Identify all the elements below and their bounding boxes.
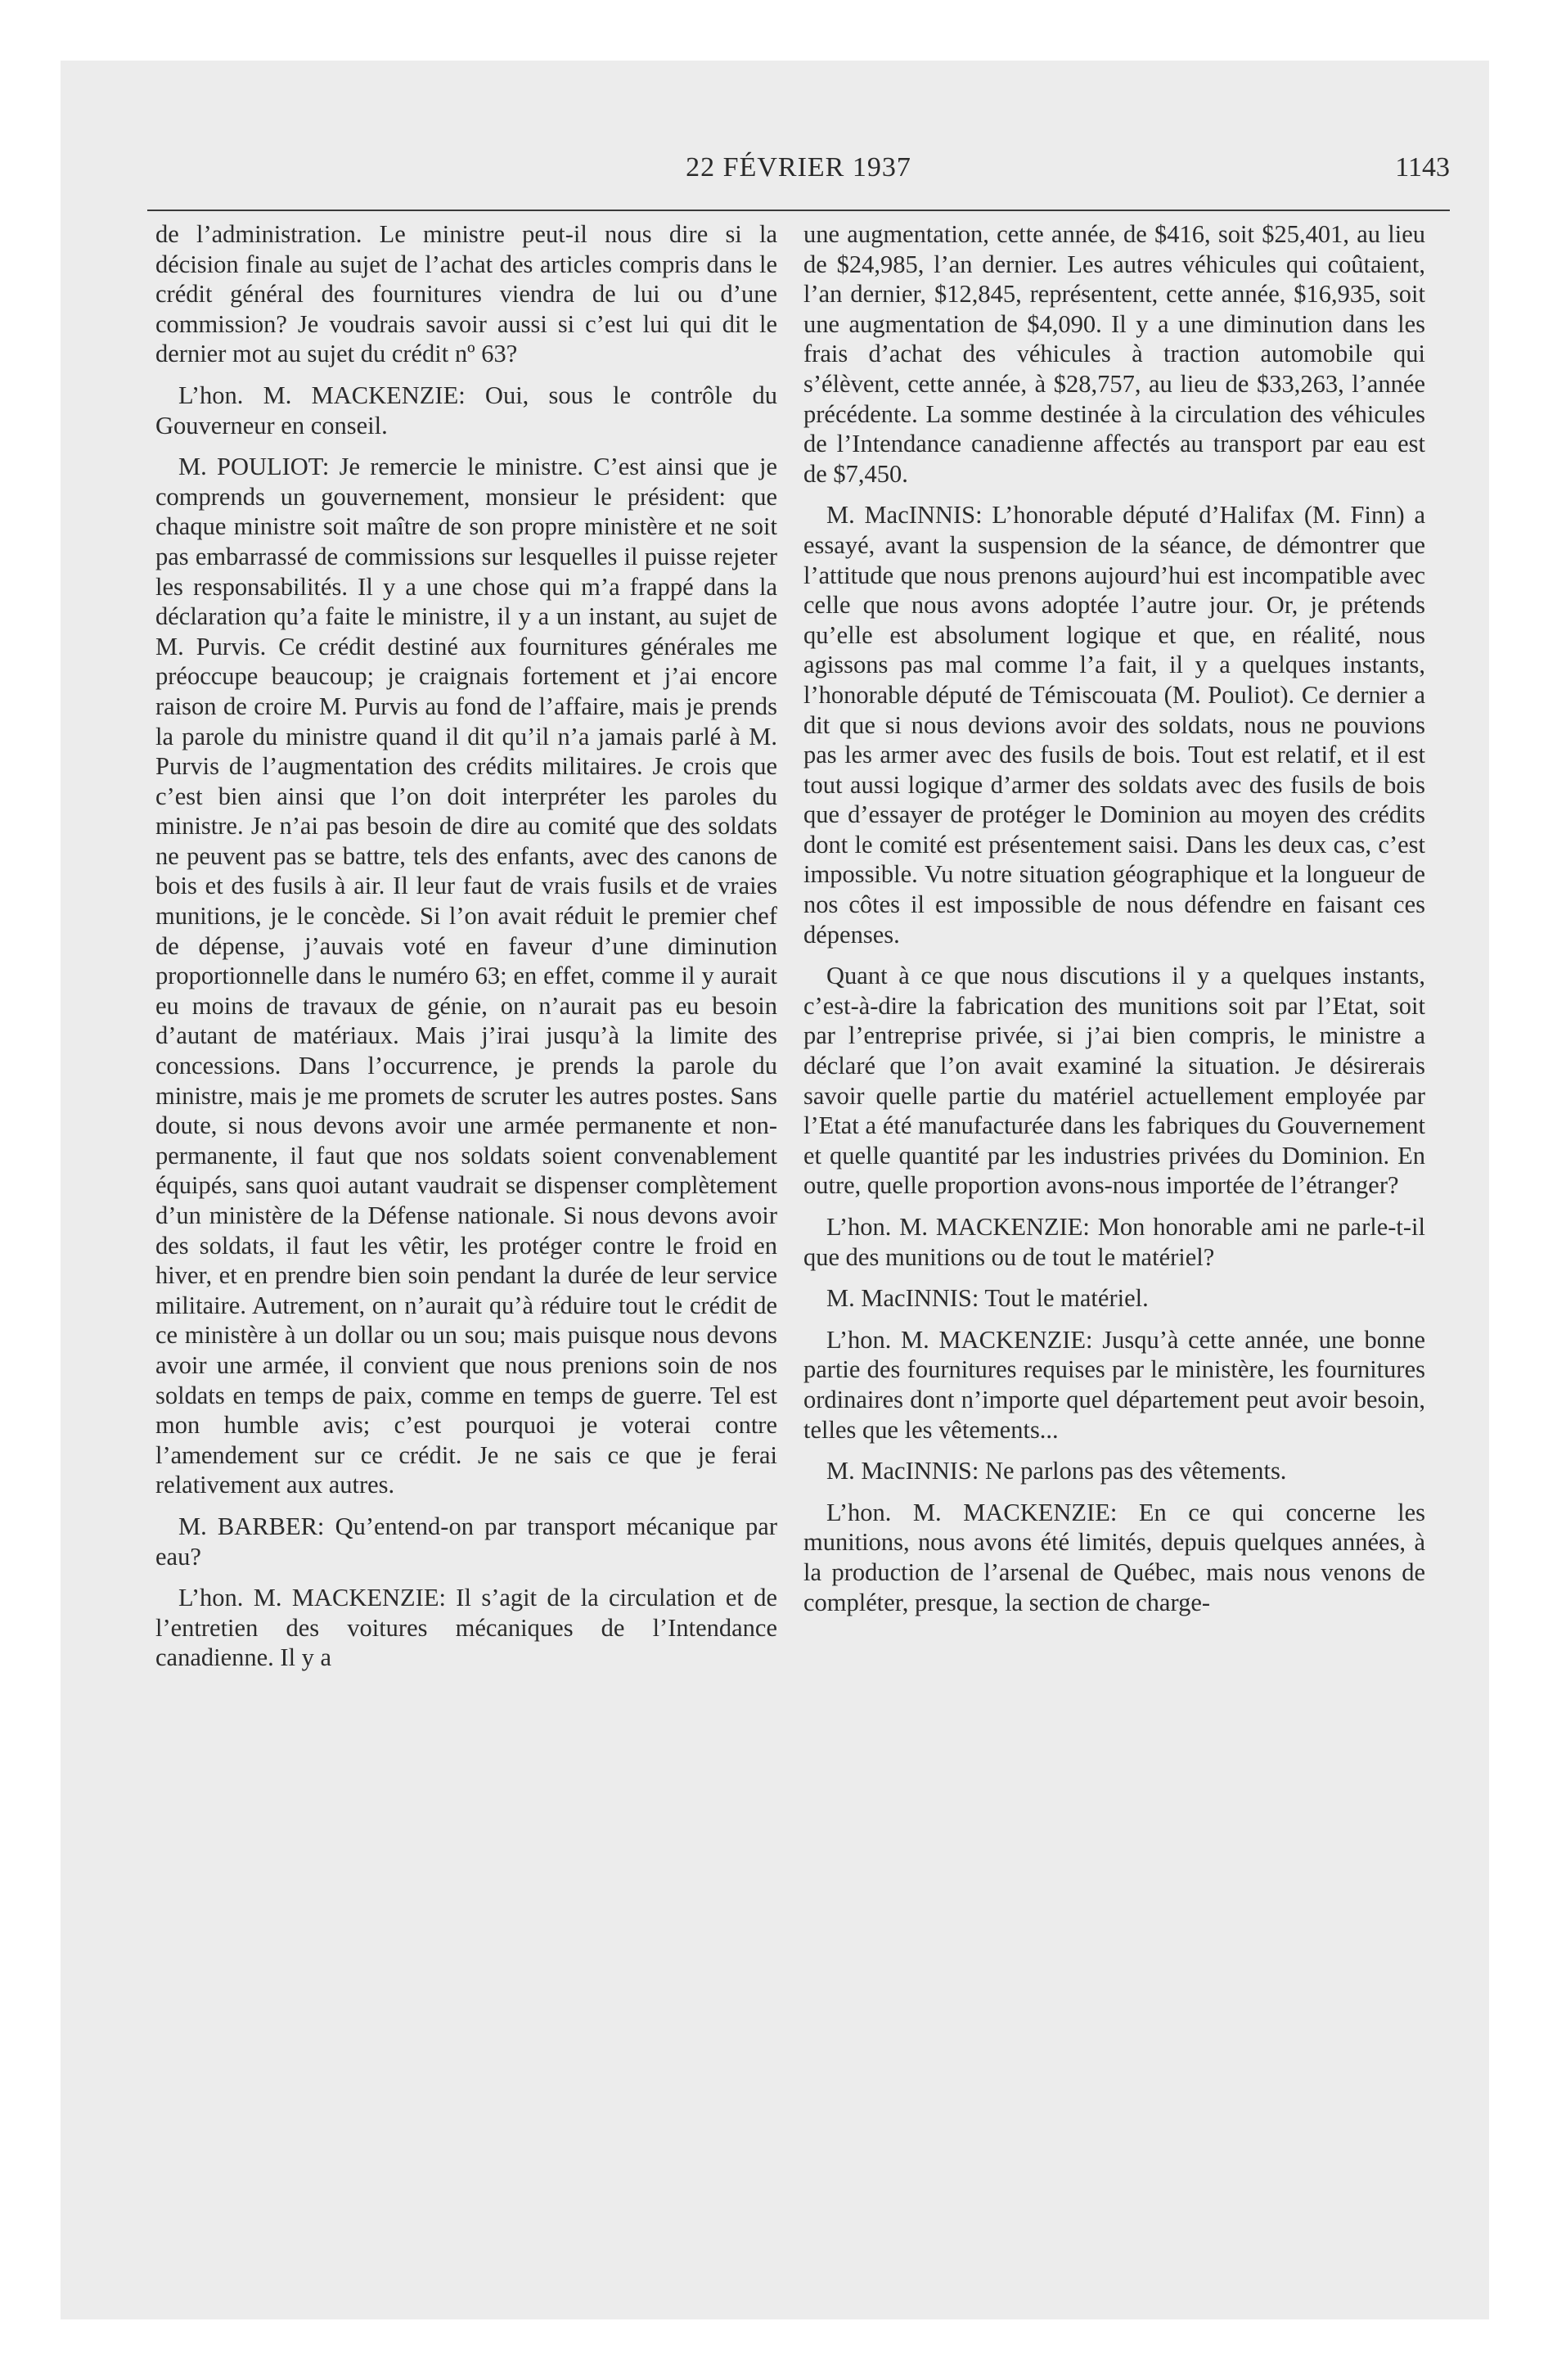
paragraph: une augmentation, cette année, de $416, soit $25,401, au lieu de $24,985, l’an dernier. Les autres véhicules qui coûtaient, l’an dernier, $12,845, représentent, cette année, $16,935, soit une augmentation de $4,090. Il y a une diminution dans les frais d’achat des véhicules à traction automobile qui s’élèvent, cette année, à $28,757, au lieu de $33,263, l’année précédente. La somme destinée à la circulation des véhicules de l’Intendance canadienne affectés au transport par eau est de $7,450. [803,220,1425,488]
paragraph: L’hon. M. MACKENZIE: Jusqu’à cette année, une bonne partie des fournitures requises par le ministère, les fournitures ordinaires dont n’importe quel département peut avoir besoin, telles que les vêtements... [803,1325,1425,1444]
paragraph: L’hon. M. MACKENZIE: En ce qui concerne les munitions, nous avons été limités, depuis quelques années, à la production de l’arsenal de Québec, mais nous venons de compléter, presque, la section de charge- [803,1498,1425,1616]
paragraph: Quant à ce que nous discutions il y a quelques instants, c’est-à-dire la fabrication des munitions soit par l’Etat, soit par l’entreprise privée, si j’ai bien compris, le ministre a déclaré que l’on avait examiné la situation. Je désirerais savoir quelle partie du matériel actuellement employée par l’Etat a été manufacturée dans les fabriques du Gouvernement et quelle quantité par les industries privées du Dominion. En outre, quelle proportion avons-nous importée de l’étranger? [803,962,1425,1200]
paragraph: L’hon. M. MACKENZIE: Mon honorable ami ne parle-t-il que des munitions ou de tout le matériel? [803,1213,1425,1271]
paragraph: M. BARBER: Qu’entend-on par transport mécanique par eau? [155,1512,777,1571]
paragraph: de l’administration. Le ministre peut-il nous dire si la décision finale au sujet de l’achat des articles compris dans le crédit général des fournitures viendra de lui ou d’une commission? Je voudrais savoir aussi si c’est lui qui dit le dernier mot au sujet du crédit nº 63? [155,220,777,368]
page-number: 1143 [1395,152,1450,183]
paragraph: M. MacINNIS: Tout le matériel. [826,1284,1149,1313]
left-column [155,219,777,2249]
paragraph: M. MacINNIS: Ne parlons pas des vêtements. [826,1457,1287,1485]
paragraph: L’hon. M. MACKENZIE: Il s’agit de la circulation et de l’entretien des voitures mécaniques de l’Intendance canadienne. Il y a [155,1584,777,1672]
paragraph: M. MacINNIS: L’honorable député d’Halifax (M. Finn) a essayé, avant la suspension de la séance, de démontrer que l’attitude que nous prenons aujourd’hui est incompatible avec celle que nous avons adoptée l’autre jour. Or, je prétends qu’elle est absolument logique et que, en réalité, nous agissons pas mal comme l’a fait, il y a quelques instants, l’honorable député de Témiscouata (M. Pouliot). Ce dernier a dit que si nous devions avoir des soldats, nous ne pouvions pas les armer avec des fusils de bois. Tout est relatif, et il est tout aussi logique d’armer des soldats avec des fusils de bois que d’essayer de protéger le Dominion au moyen des crédits dont le comité est présentement saisi. Dans les deux cas, c’est impossible. Vu notre situation géographique et la longueur de nos côtes il est impossible de nous défendre en faisant ces dépenses. [803,501,1425,949]
paragraph: M. POULIOT: Je remercie le ministre. C’est ainsi que je comprends un gouvernement, monsieur le président: que chaque ministre soit maître de son propre ministère et ne soit pas embarrassé de commissions sur lesquelles il puisse rejeter les responsabilités. Il y a une chose qui m’a frappé dans la déclaration qu’a faite le ministre, il y a un instant, au sujet de M. Purvis. Ce crédit destiné aux fournitures générales me préoccupe beaucoup; je craignais fortement et j’ai encore raison de croire M. Purvis au fond de l’affaire, mais je prends la parole du ministre quand il dit qu’il n’a jamais parlé à M. Purvis de l’augmentation des crédits militaires. Je crois que c’est bien ainsi que l’on doit interpréter les paroles du ministre. Je n’ai pas besoin de dire au comité que des soldats ne peuvent pas se battre, tels des enfants, avec des canons de bois et des fusils à air. Il leur faut de vrais fusils et de vraies munitions, je le concède. Si l’on avait réduit le premier chef de dépense, j’auvais voté en faveur d’une diminution proportionnelle dans le numéro 63; en effet, comme il y aurait eu moins de travaux de génie, on n’aurait pas eu besoin d’autant de matériaux. Mais j’irai jusqu’à la limite des concessions. Dans l’occurrence, je prends la parole du ministre, mais je me promets de scruter les autres postes. Sans doute, si nous devons avoir une armée permanente et non-permanente, il faut que nos soldats soient convenablement équipés, sans quoi autant vaudrait se dispenser complètement d’un ministère de la Défense nationale. Si nous devons avoir des soldats, il faut les vêtir, les protéger contre le froid en hiver, et en prendre bien soin pendant la durée de leur service militaire. Autrement, on n’aurait qu’à réduire tout le crédit de ce ministère à un dollar ou un sou; mais puisque nous devons avoir une armée, il convient que nous prenions soin de nos soldats en temps de paix, comme en temps de guerre. Tel est mon humble avis; c’est pourquoi je voterai contre l’amendement sur ce crédit. Je ne sais ce que je ferai relativement aux autres. [155,453,777,1499]
right-column [803,219,1425,2249]
header-date: 22 FÉVRIER 1937 [686,152,911,183]
paragraph: L’hon. M. MACKENZIE: Oui, sous le contrôle du Gouverneur en conseil. [155,381,777,439]
page-header [147,152,1450,211]
